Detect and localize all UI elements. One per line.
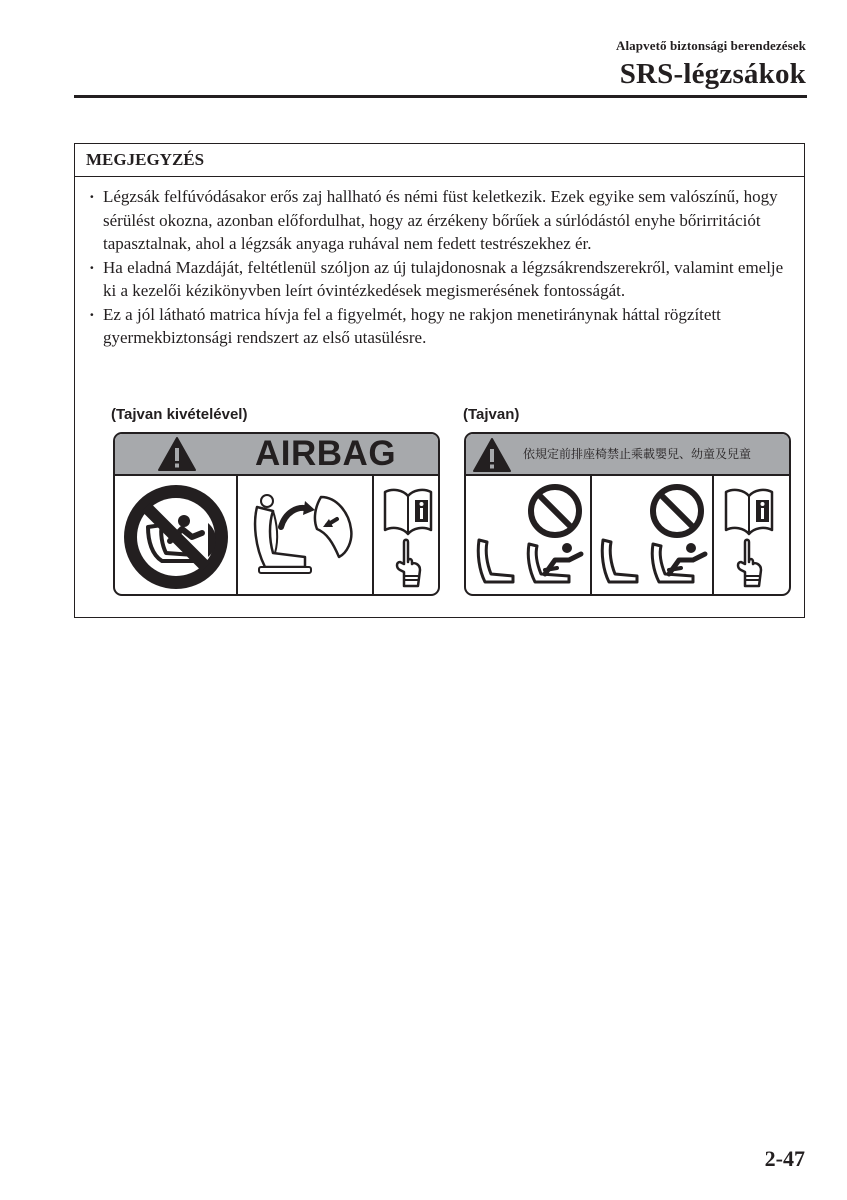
panel-divider: [236, 476, 238, 596]
prohibited-icon: [527, 483, 583, 539]
section-name: Alapvető biztonsági berendezések: [615, 38, 806, 53]
airbag-deploy-icon: [243, 483, 367, 593]
seat-icon: [473, 534, 519, 590]
note-bullet: · Ha eladná Mazdáját, feltétlenül szóljon az új tulajdonosnak a légzsákrendszerekről, valamint emelje ki a kezelői kézikönyvben leírt óvintézkedések megismerésének fontosságát.: [89, 256, 788, 303]
panel-divider: [590, 476, 592, 596]
read-manual-icon: [722, 486, 776, 538]
no-rear-facing-child-seat-icon: [122, 483, 230, 591]
airbag-word: AIRBAG: [255, 434, 397, 473]
panel-divider: [712, 476, 714, 596]
pointing-hand-icon: [392, 538, 424, 590]
seat-icon: [597, 534, 643, 590]
warning-icon: [157, 436, 197, 472]
taiwan-warning-sticker: [464, 432, 791, 596]
pointing-hand-icon: [733, 538, 765, 590]
label-except-taiwan: (Tajvan kivételével): [111, 406, 248, 423]
child-seat-icon: [523, 534, 585, 590]
note-box: [74, 143, 805, 618]
note-bullet: · Légzsák felfúvódásakor erős zaj hallható és némi füst keletkezik. Ezek egyike sem valószínű, hogy sérülést okozna, azonban előfordulhat, hogy az érzékeny bőrűek a súrlódástól enyhe bőrirritációt tapasztalnak, ahol a légzsák anyaga ruhával nem fedett testrészekhez ér.: [89, 185, 788, 256]
note-bullet: · Ez a jól látható matrica hívja fel a figyelmét, hogy ne rakjon menetiránynak háttal rögzített gyermekbiztonsági rendszert az első utasülésre.: [89, 303, 788, 350]
sticker-header: [466, 434, 789, 476]
warning-icon: [472, 437, 512, 473]
note-body: [75, 177, 804, 350]
prohibited-icon: [649, 483, 705, 539]
sticker-header: [115, 434, 438, 476]
label-taiwan: (Tajvan): [463, 406, 520, 423]
page-title: SRS-légzsákok: [619, 58, 806, 90]
read-manual-icon: [381, 486, 435, 538]
header-rule: [74, 95, 807, 98]
page-header: [615, 38, 806, 90]
child-seat-icon: [647, 534, 709, 590]
airbag-warning-sticker: [113, 432, 440, 596]
page-number: 2-47: [764, 1146, 805, 1171]
panel-divider: [372, 476, 374, 596]
warning-text: 依規定前排座椅禁止乘載嬰兒、幼童及兒童: [523, 447, 752, 461]
note-heading: MEGJEGYZÉS: [75, 144, 804, 177]
